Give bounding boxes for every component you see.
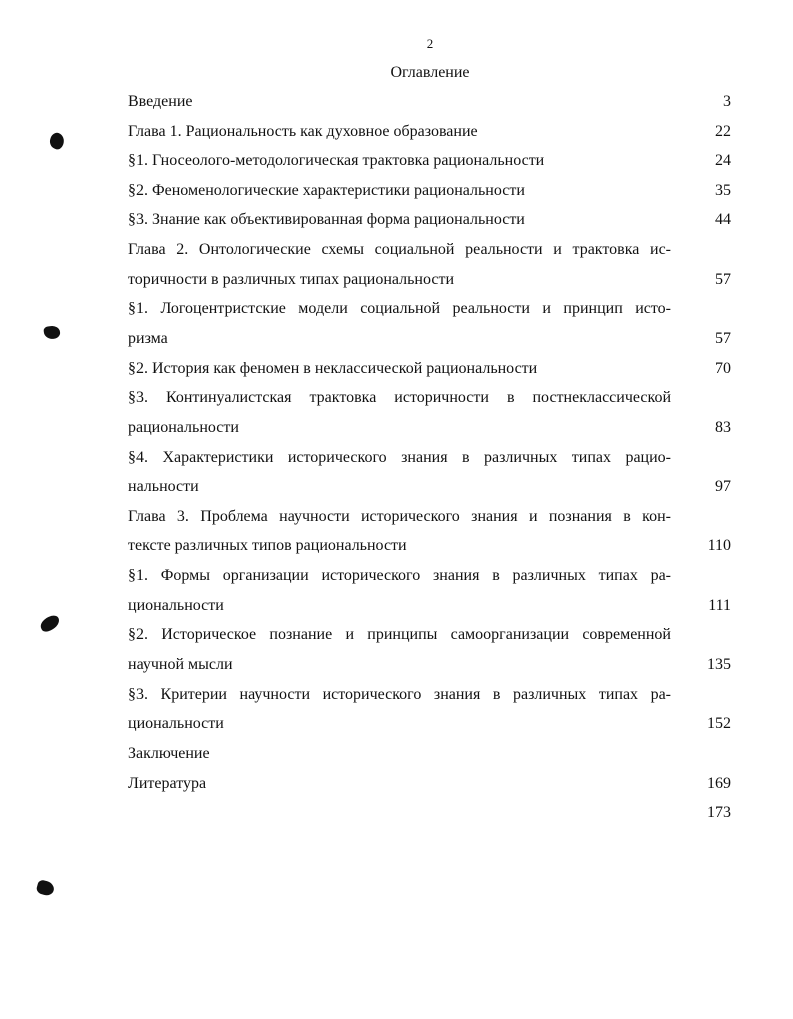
toc-entry-page: 24 — [715, 152, 731, 169]
toc-entry-page: 111 — [708, 597, 731, 614]
toc-entry-page: 44 — [715, 211, 731, 228]
toc-entry-text: Заключение — [128, 745, 210, 762]
toc-entry-page: 169 — [707, 775, 731, 792]
toc-entry-text-line1: §3. Континуалистская трактовка историчности в постнеклассической — [128, 389, 671, 406]
toc-entry-page: 35 — [715, 182, 731, 199]
toc-entry-text-line2: торичности в различных типах рациональности — [128, 271, 455, 288]
toc-title: Оглавление — [390, 64, 470, 81]
toc-entry-text: §1. Гносеолого-методологическая трактовка рациональности — [128, 152, 545, 169]
toc-entry-text: Введение — [128, 93, 193, 110]
page-number: 2 — [426, 36, 434, 51]
toc-entry-text: §2. История как феномен в неклассической рациональности — [128, 360, 538, 377]
toc-entry-text-line1: §2. Историческое познание и принципы самоорганизации современной — [128, 626, 671, 643]
toc-entry-page: 152 — [707, 715, 731, 732]
toc-entry-text-line1: §1. Логоцентристские модели социальной реальности и принцип исто- — [128, 300, 671, 317]
toc-entry-text-line1: §4. Характеристики исторического знания в различных типах рацио- — [128, 449, 671, 466]
toc-entry-text: §2. Феноменологические характеристики рациональности — [128, 182, 525, 199]
ink-blot — [38, 613, 62, 633]
toc-entry-text-line2: тексте различных типов рациональности — [128, 537, 407, 554]
toc-entry-page: 97 — [715, 478, 731, 495]
toc-entry-page: 57 — [715, 330, 731, 347]
toc-entry-text-line2: циональности — [128, 597, 224, 614]
toc-entry-text-line2: рациональности — [128, 419, 239, 436]
ink-blot — [35, 879, 55, 897]
toc-entry-text: §3. Знание как объективированная форма рациональности — [128, 211, 525, 228]
toc-entry-page: 173 — [707, 804, 731, 821]
ink-blot — [48, 131, 67, 151]
toc-entry-page: 57 — [715, 271, 731, 288]
toc-entry-text-line2: ризма — [128, 330, 168, 347]
toc-entry-page: 135 — [707, 656, 731, 673]
toc-entry-text: Литература — [128, 775, 207, 792]
toc-entry-page: 3 — [723, 93, 731, 110]
toc-entry-text-line2: циональности — [128, 715, 224, 732]
toc-entry-text: Глава 1. Рациональность как духовное образование — [128, 123, 478, 140]
ink-blot — [43, 325, 61, 340]
toc-entry-text-line1: Глава 3. Проблема научности исторического знания и познания в кон- — [128, 508, 671, 525]
toc-entry-page: 70 — [715, 360, 731, 377]
toc-entry-text-line2: нальности — [128, 478, 199, 495]
toc-entry-page: 22 — [715, 123, 731, 140]
toc-entry-page: 110 — [707, 537, 731, 554]
toc-entry-text-line2: научной мысли — [128, 656, 233, 673]
toc-entry-text-line1: §3. Критерии научности исторического знания в различных типах ра- — [128, 686, 671, 703]
toc-entry-page: 83 — [715, 419, 731, 436]
toc-entry-text-line1: Глава 2. Онтологические схемы социальной реальности и трактовка ис- — [128, 241, 671, 258]
toc-entry-text-line1: §1. Формы организации исторического знания в различных типах ра- — [128, 567, 671, 584]
